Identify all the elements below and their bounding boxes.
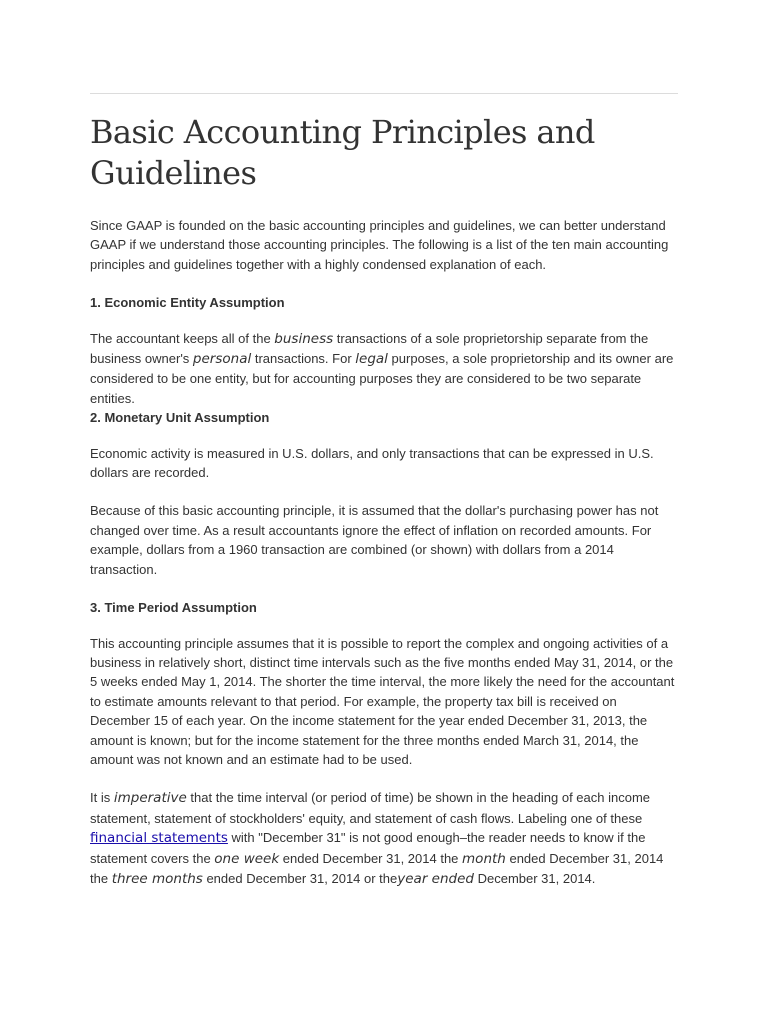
article	[90, 93, 678, 889]
top-divider	[90, 93, 678, 94]
text-run: with "December 31" is not good enough–the reader needs to know if the statement covers the	[90, 830, 646, 866]
emphasis-one-week: one week	[214, 850, 280, 867]
emphasis-imperative: imperative	[113, 790, 187, 807]
text-run: transactions. For	[251, 351, 356, 367]
emphasis-business: business	[274, 330, 334, 347]
financial-statements-link[interactable]: financial statements	[90, 830, 228, 847]
intro-paragraph: Since GAAP is founded on the basic accounting principles and guidelines, we can better understand GAAP if we understand those accounting principles. The following is a list of the ten main accounting principles and guidelines together with a highly condensed explanation of each.	[90, 218, 669, 272]
text-run: ended December 31, 2014 or the	[202, 870, 398, 886]
section-heading-time-period: 3. Time Period Assumption	[90, 600, 257, 616]
text-run: ended December 31, 2014 the	[279, 850, 463, 866]
emphasis-year-ended: year ended	[397, 870, 474, 887]
emphasis-personal: personal	[192, 351, 252, 368]
economic-entity-paragraph	[90, 329, 678, 409]
text-run: ended December 31, 2014 the	[90, 850, 664, 886]
text-run: transactions of a sole proprietorship separate from the business owner's	[90, 330, 649, 367]
text-run: The accountant keeps all of the	[90, 330, 275, 346]
text-run: that the time interval (or period of time) be shown in the heading of each income statement, statement of stockholders' equity, and statement of cash flows. Labeling one of these	[90, 790, 650, 826]
time-period-paragraph-2	[90, 788, 678, 889]
time-period-paragraph-1: This accounting principle assumes that it is possible to report the complex and ongoing activities of a business in relatively short, distinct time intervals such as the five months ended May 31, 2014, or the 5 weeks ended May 1, 2014. The shorter the time interval, the more likely the need for the accountant to estimate amounts relevant to that period. For example, the property tax bill is received on December 15 of each year. On the income statement for the year ended December 31, 2013, the amount is known; but for the income statement for the three months ended March 31, 2014, the amount was not known and an estimate had to be used.	[90, 635, 675, 767]
emphasis-month: month	[462, 850, 506, 867]
monetary-unit-paragraph-2: Because of this basic accounting principle, it is assumed that the dollar's purchasing power has not changed over time. As a result accountants ignore the effect of inflation on recorded amounts. For example, dollars from a 1960 transaction are combined (or shown) with dollars from a 2014 transaction.	[90, 503, 659, 577]
text-run: December 31, 2014.	[473, 870, 596, 886]
section-heading-monetary-unit: 2. Monetary Unit Assumption	[90, 410, 270, 426]
emphasis-legal: legal	[355, 351, 388, 368]
monetary-unit-paragraph-1: Economic activity is measured in U.S. dollars, and only transactions that can be expressed in U.S. dollars are recorded.	[90, 445, 654, 481]
text-run: purposes, a sole proprietorship and its owner are considered to be one entity, but for accounting purposes they are considered to be two separate entities.	[90, 351, 674, 406]
emphasis-three-months: three months	[111, 870, 203, 887]
page-title: Basic Accounting Principles and Guidelines	[90, 113, 595, 192]
section-heading-economic-entity: 1. Economic Entity Assumption	[90, 295, 285, 311]
text-run: It is	[90, 790, 114, 806]
